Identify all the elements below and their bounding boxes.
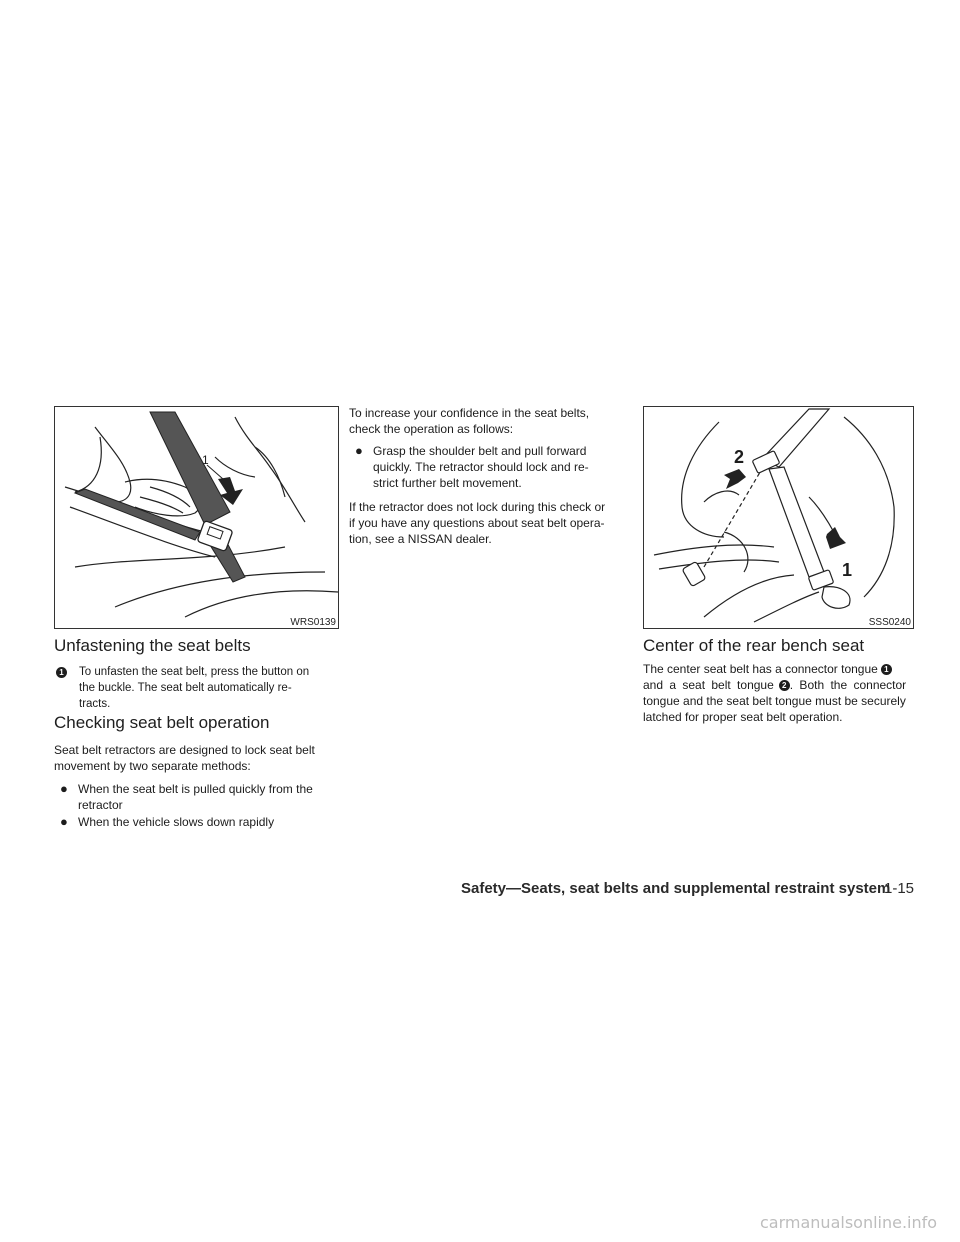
figure-unfastening-seat-belt: [54, 406, 339, 629]
para-line: if you have any questions about seat belt opera-: [349, 516, 605, 530]
intro-line: check the operation as follows:: [349, 422, 514, 436]
center-seat-belt-illustration: [644, 407, 913, 628]
watermark: carmanualsonline.info: [760, 1213, 938, 1232]
bullet-text: retractor: [78, 798, 123, 812]
bullet-item: [60, 781, 340, 813]
page-number: 1-15: [884, 880, 915, 897]
step-line: To unfasten the seat belt, press the button on: [79, 666, 310, 678]
callout-1: 1: [842, 560, 853, 580]
bullet-item: [355, 443, 635, 491]
bullet-text: Grasp the shoulder belt and pull forward: [373, 444, 587, 458]
step-line: the buckle. The seat belt automatically re-: [79, 682, 292, 694]
figure-code: WRS0139: [286, 616, 338, 628]
para-text: The center seat belt has a connector tongue: [643, 662, 878, 676]
para-line: tion, see a NISSAN dealer.: [349, 532, 492, 546]
center-seat-paragraph: [643, 661, 915, 725]
intro-line: To increase your confidence in the seat belts,: [349, 406, 590, 420]
footer-section-title: Safety—Seats, seat belts and supplemental restraint system: [461, 880, 891, 897]
bullet-text: strict further belt movement.: [373, 476, 522, 490]
heading-center-rear-seat: Center of the rear bench seat: [643, 636, 865, 655]
para-line: latched for proper seat belt operation.: [643, 710, 843, 724]
para-text: . Both the connector: [789, 678, 907, 692]
heading-checking: Checking seat belt operation: [54, 713, 270, 732]
para-line: [643, 677, 906, 693]
bullet-icon: ●: [60, 781, 68, 796]
para-line: [643, 661, 892, 677]
intro-line: movement by two separate methods:: [54, 759, 251, 773]
para-line: tongue and the seat belt tongue must be securely: [643, 694, 906, 708]
seat-belt-release-illustration: [55, 407, 338, 628]
bullet-icon: ●: [355, 443, 363, 458]
bullet-text: When the vehicle slows down rapidly: [78, 815, 275, 829]
figure-center-rear-seat-belt: [643, 406, 914, 629]
bullet-item: [60, 814, 340, 830]
step-marker-1: 1: [56, 667, 67, 678]
heading-unfastening: Unfastening the seat belts: [54, 636, 251, 655]
bullet-icon: ●: [60, 814, 68, 829]
para-line: If the retractor does not lock during this check or: [349, 500, 606, 514]
callout-1: 1: [202, 453, 209, 467]
figure-code: SSS0240: [865, 616, 913, 628]
step-line: tracts.: [79, 698, 111, 710]
para-text: and a seat belt tongue: [643, 678, 774, 692]
bullet-text: quickly. The retractor should lock and re-: [373, 460, 589, 474]
bullet-text: When the seat belt is pulled quickly from the: [78, 782, 313, 796]
marker-1: 1: [881, 664, 892, 675]
intro-line: Seat belt retractors are designed to lock seat belt: [54, 743, 315, 757]
marker-2: 2: [779, 680, 790, 691]
callout-2: 2: [734, 447, 745, 467]
